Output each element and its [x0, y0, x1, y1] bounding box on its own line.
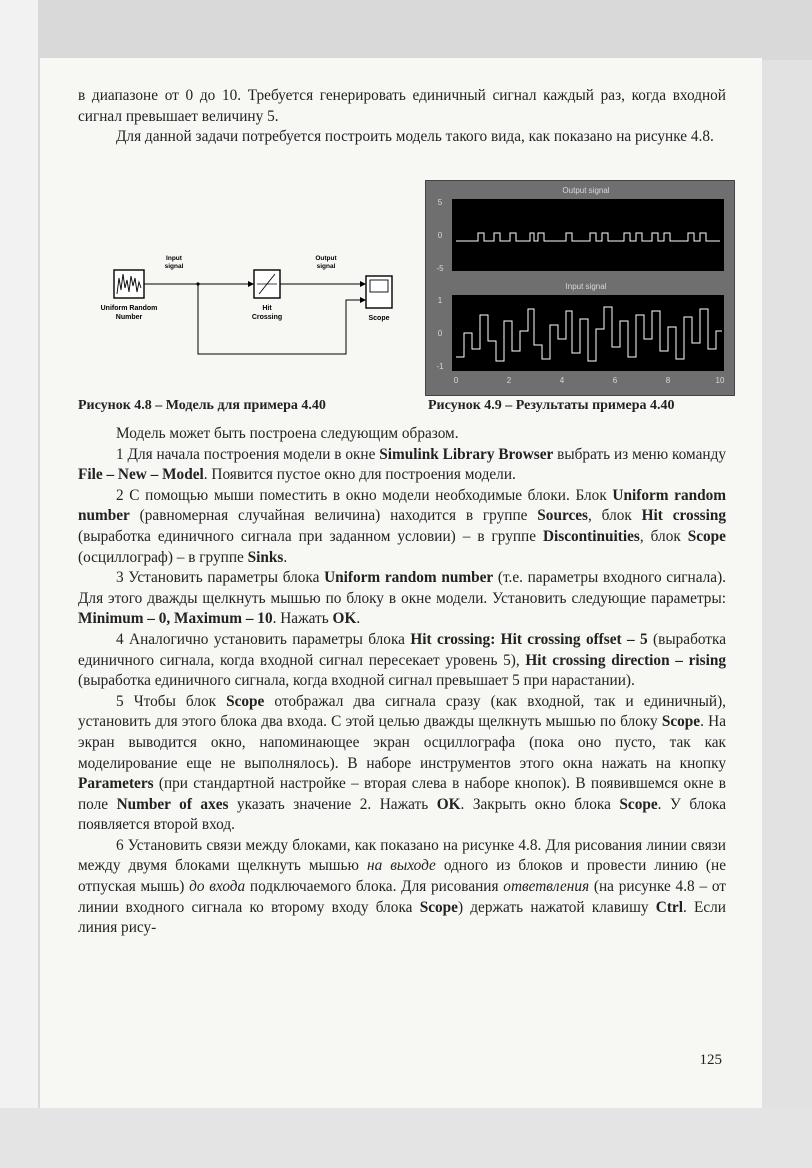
- hit-crossing-label-1: Hit: [262, 305, 272, 312]
- step-3: 3 Установить параметры блока Uniform random number (т.е. параметры входного сигнала). Для этого дважды щелкнуть мышью по блоку в окне модели. Установить следующие параметры: Minimum – 0, Maximum – 10. Нажать OK.: [78, 569, 726, 628]
- scope-label: Scope: [368, 315, 390, 322]
- page-number: 125: [699, 1052, 722, 1068]
- x-tick-10: 10: [715, 376, 725, 385]
- x-tick-0: 0: [453, 376, 459, 385]
- top-tick-0: 0: [437, 231, 443, 240]
- step-6: 6 Установить связи между блоками, как показано на рисунке 4.8. Для рисования линии связи между двумя блоками щелкнуть мышью на выходе одного из блоков и провести линию (не отпуская мышь) до входа подключаемого блока. Для рисования ответвления (на рисунке 4.8 – от линии входного сигнала ко второму входу блока Scope) держать нажатой клавишу Ctrl. Если линия рису-: [78, 836, 727, 937]
- input-signal-label-1: Input: [166, 255, 182, 262]
- step-2: 2 С помощью мыши поместить в окно модели необходимые блоки. Блок Uniform random number (равномерная случайная величина) находится в группе Sources, блок Hit crossing (выработка единичного сигнала при заданном условии) – в группе Discontinuities, блок Scope (осциллограф) – в группе Sinks.: [78, 486, 727, 566]
- bottom-margin: [0, 1108, 812, 1168]
- top-text: [78, 86, 726, 148]
- top-tick-minus5: -5: [436, 264, 444, 273]
- output-signal-title: Output signal: [562, 186, 610, 195]
- step-4: 4 Аналогично установить параметры блока Hit crossing: Hit crossing offset – 5 (выработка единичного сигнала, когда входной сигнал пересекает уровень 5), Hit crossing direction – rising (выработка единичного сигнала, когда входной сигнал превышает 5 при нарастании).: [78, 630, 726, 690]
- figure-4-8-caption: Рисунок 4.8 – Модель для примера 4.40: [78, 398, 326, 413]
- left-margin: [0, 0, 38, 1168]
- output-signal-label-2: signal: [316, 263, 336, 270]
- uniform-random-label-2: Number: [115, 314, 143, 321]
- paragraph-1: в диапазоне от 0 до 10. Требуется генерировать единичный сигнал каждый раз, когда входной сигнал превышает величину 5.: [78, 87, 726, 125]
- simulink-model-figure: [76, 248, 396, 368]
- bottom-tick-1: 1: [437, 296, 443, 305]
- scope-results-figure: [425, 180, 735, 396]
- hit-crossing-label-2: Crossing: [251, 314, 283, 321]
- uniform-random-label-1: Uniform Random: [100, 305, 158, 312]
- steps-text: [78, 424, 726, 939]
- bottom-tick-0: 0: [437, 329, 443, 338]
- paragraph-2: Для данной задачи потребуется построить модель такого вида, как показано на рисунке 4.8.: [116, 128, 714, 146]
- top-tick-5: 5: [437, 198, 443, 207]
- x-tick-2: 2: [506, 376, 512, 385]
- right-margin: [762, 60, 812, 1110]
- step-5: 5 Чтобы блок Scope отображал два сигнала сразу (как входной, так и единичный), установить для этого блока два входа. С этой целью дважды щелкнуть мышью по блоку Scope. На экран выводится окно, напоминающее экран осциллографа (пока оно пусто, так как моделирование еще не выполнялось). В наборе инструментов этого окна нажать на кнопку Parameters (при стандартной настройке – вторая слева в наборе кнопок). В появившемся окне в поле Number of axes указать значение 2. Нажать OK. Закрыть окно блока Scope. У блока появляется второй вход.: [78, 692, 726, 834]
- step-1: 1 Для начала построения модели в окне Simulink Library Browser выбрать из меню команду File – New – Model. Появится пустое окно для построения модели.: [78, 445, 726, 484]
- x-tick-8: 8: [665, 376, 671, 385]
- x-tick-4: 4: [559, 376, 565, 385]
- book-page: [40, 58, 762, 1108]
- output-signal-label-1: Output: [315, 255, 337, 262]
- bottom-tick-minus1: -1: [436, 362, 444, 371]
- figure-4-9-caption: Рисунок 4.9 – Результаты примера 4.40: [428, 398, 675, 413]
- x-tick-6: 6: [612, 376, 618, 385]
- input-signal-title: Input signal: [565, 282, 607, 291]
- output-axes: [452, 199, 724, 271]
- input-signal-label-2: signal: [164, 263, 184, 270]
- steps-intro: Модель может быть построена следующим образом.: [116, 425, 459, 442]
